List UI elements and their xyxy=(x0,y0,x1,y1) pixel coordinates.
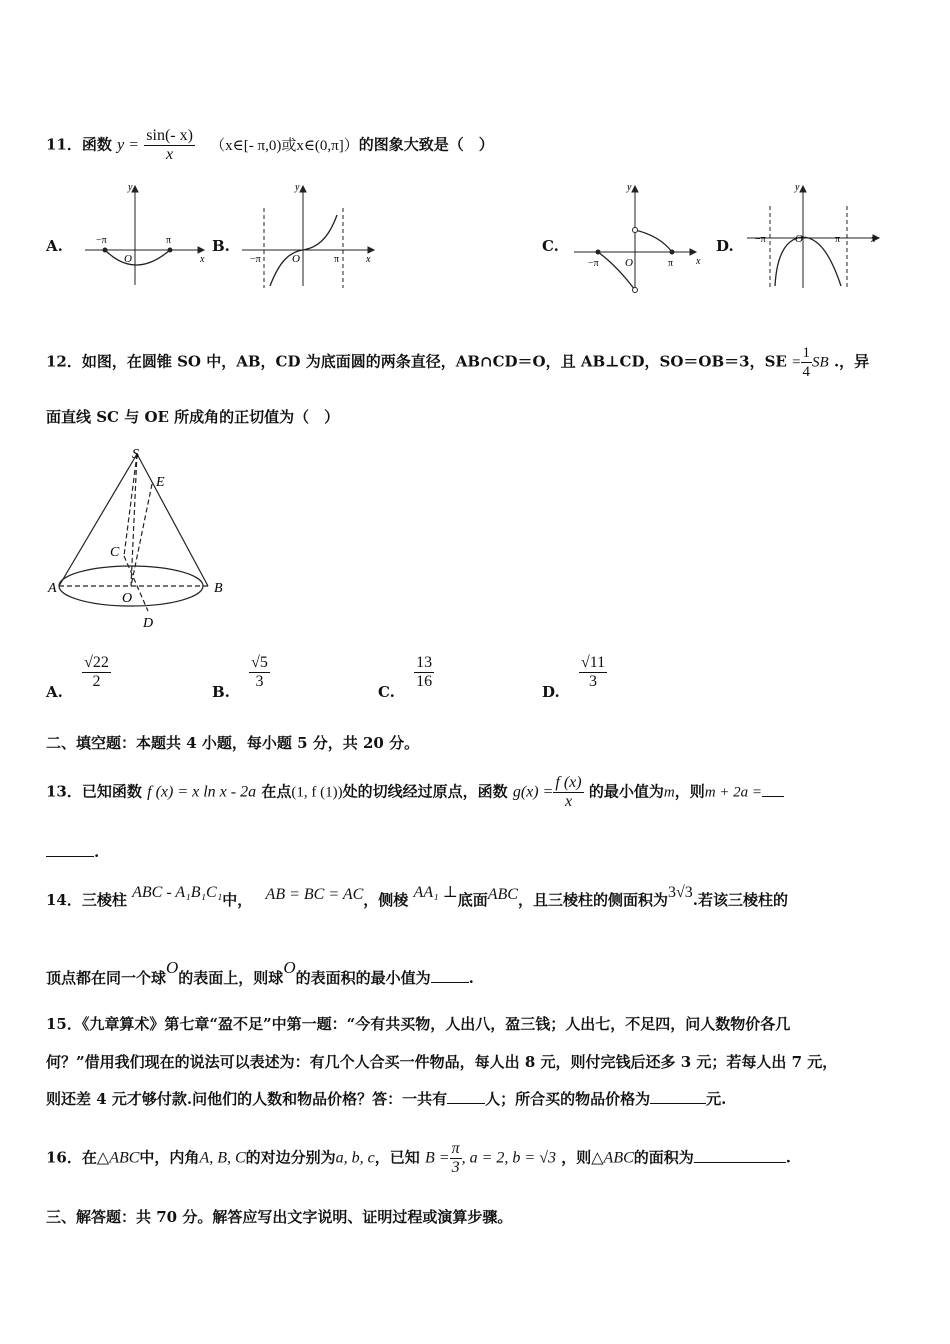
q14-blank[interactable] xyxy=(431,982,469,983)
q13-mid2: 处的切线经过原点，函数 xyxy=(342,782,508,801)
section-2-heading: 二、填空题：本题共 4 小题，每小题 5 分，共 20 分。 xyxy=(46,734,420,752)
q14-line2-pre: 顶点都在同一个球 xyxy=(46,969,167,987)
q11-a-y: y xyxy=(128,182,133,193)
q11-graph-b xyxy=(240,180,380,290)
q14-sphere-o-1: O xyxy=(166,958,179,977)
q11-a-neg-pi: −π xyxy=(96,235,107,246)
q16-blank[interactable] xyxy=(694,1162,786,1163)
q12-option-c-num: 13 xyxy=(416,654,433,671)
q14-end: . xyxy=(468,969,474,987)
q12-option-c-label: C. xyxy=(378,682,395,701)
q11-b-pi: π xyxy=(334,254,340,265)
q14-mid2: ，侧棱 xyxy=(363,891,409,909)
q14-post: .若该三棱柱的 xyxy=(692,891,788,909)
q12-option-a xyxy=(46,654,111,701)
q12-option-d xyxy=(542,654,607,701)
q11-domain: （x∈[- π,0)或x∈(0,π]） xyxy=(210,137,359,154)
q14-sphere-o-2: O xyxy=(283,958,296,977)
q12-se-den: 4 xyxy=(802,364,811,380)
q12-label-o: O xyxy=(122,591,133,606)
q12-option-a-num: √22 xyxy=(84,654,109,671)
q11-number: 11． xyxy=(46,135,82,154)
q13-post2: ，则 xyxy=(674,782,705,801)
q11-b-x: x xyxy=(366,254,371,265)
q15-line3 xyxy=(46,1089,726,1109)
q11-b-y: y xyxy=(295,182,300,193)
q13-f: f (x) = x ln x - 2a xyxy=(147,783,257,801)
q11-a-origin: O xyxy=(124,253,132,265)
q11-b-neg-pi: −π xyxy=(250,254,261,265)
q12-label-c: C xyxy=(110,545,120,560)
q16-post: ，则 xyxy=(561,1148,592,1167)
q11-option-c-label: C. xyxy=(542,237,559,255)
q12-se-num: 1 xyxy=(802,345,811,361)
q13-point: (1, f (1)) xyxy=(291,784,343,801)
q11-c-origin: O xyxy=(625,257,633,269)
q12-option-a-label: A. xyxy=(46,682,63,701)
q11-graph-a xyxy=(80,180,210,290)
q16-end: . xyxy=(785,1148,792,1167)
q12-label-a: A xyxy=(48,581,57,596)
q12-option-c-den: 16 xyxy=(416,673,433,690)
q12-line1 xyxy=(46,344,869,381)
q14-mid3: 底面 xyxy=(457,891,488,909)
q13-number: 13． xyxy=(46,782,82,801)
q11-a-x: x xyxy=(200,254,205,265)
q11-post: 的图象大致是（ ） xyxy=(358,135,494,154)
q11-formula-fraction xyxy=(144,127,195,164)
q16-mid: 中，内角 xyxy=(139,1148,200,1167)
q14-aa1: AA₁ ⊥ xyxy=(413,884,458,901)
q16-rest: , a = 2, b = √3 xyxy=(461,1149,556,1167)
q14-line2-mid: 的表面上，则球 xyxy=(178,969,284,987)
q16-tri2: △ABC xyxy=(591,1149,634,1167)
q11-pre: 函数 xyxy=(81,135,112,154)
q11-d-pi: π xyxy=(835,234,841,245)
q14-area: 3√3 xyxy=(667,884,693,901)
q12-option-c xyxy=(378,654,434,701)
section-3-heading: 三、解答题：共 70 分。解答应写出文字说明、证明过程或演算步骤。 xyxy=(46,1208,513,1226)
q11-d-x: x xyxy=(871,234,876,245)
q15-blank-price[interactable] xyxy=(650,1103,706,1104)
q13-end: . xyxy=(94,843,100,861)
q11-option-a-label: A. xyxy=(46,237,63,255)
q11-a-pi: π xyxy=(166,235,172,246)
q13-pre: 已知函数 xyxy=(81,782,142,801)
q13-blank-1[interactable] xyxy=(762,796,784,797)
q12-se-tail: SB xyxy=(812,354,829,371)
q16-mid2: 的对边分别为 xyxy=(245,1148,336,1167)
q16-post2: 的面积为 xyxy=(633,1148,694,1167)
q11-c-pi: π xyxy=(668,258,674,269)
q15-line3-mid: 人；所合买的物品价格为 xyxy=(485,1090,651,1108)
q16-mid3: ，已知 xyxy=(374,1148,420,1167)
q12-option-d-num: √11 xyxy=(580,654,606,671)
q11-b-origin: O xyxy=(292,253,300,265)
q11-formula-lhs: y = xyxy=(117,136,140,154)
q15-line3-end: 元. xyxy=(706,1090,727,1108)
q12-option-b-den: 3 xyxy=(255,673,264,690)
q16-b-lhs: B = xyxy=(425,1149,450,1167)
q16-number: 16． xyxy=(46,1148,82,1167)
q11-c-x: x xyxy=(696,256,701,267)
q13-g-den: x xyxy=(564,793,573,810)
q13-mid: 在点 xyxy=(261,782,292,801)
q12-se-eq: = xyxy=(792,354,801,371)
q12-label-s: S xyxy=(132,447,139,462)
q11-c-y: y xyxy=(627,182,632,193)
q14-stem xyxy=(46,884,788,911)
q14-line2-post: 的表面积的最小值为 xyxy=(295,969,431,987)
q11-graph-c xyxy=(572,180,712,295)
q13-g-num: f (x) xyxy=(555,774,582,791)
q11-formula-den: x xyxy=(166,146,174,163)
q14-abc: ABC xyxy=(487,886,518,903)
q11-d-y: y xyxy=(795,182,800,193)
q12-option-d-label: D. xyxy=(542,682,560,701)
q15-blank-people[interactable] xyxy=(447,1103,485,1104)
q14-eq: AB = BC = AC xyxy=(265,886,364,903)
q12-line1-text: 12．如图，在圆锥 SO 中，AB，CD 为底面圆的两条直径，AB∩CD＝O，且 AB⊥CD，SO＝OB＝3，SE xyxy=(46,352,787,371)
q16-stem xyxy=(46,1140,791,1177)
q16-angles: A, B, C xyxy=(199,1149,246,1167)
q15-line3-pre: 则还差 4 元才够付款.问他们的人数和物品价格？答：一共有 xyxy=(46,1090,448,1108)
q12-label-d: D xyxy=(143,616,154,631)
q12-option-b-label: B. xyxy=(212,682,230,701)
q11-formula-num: sin(- x) xyxy=(146,127,193,144)
q11-graph-d xyxy=(745,180,885,292)
q13-g-lhs: g(x) = xyxy=(512,783,554,801)
q14-line2 xyxy=(46,958,474,988)
q16-pre: 在 xyxy=(81,1148,97,1167)
q11-c-neg-pi: −π xyxy=(588,258,599,269)
q12-option-d-den: 3 xyxy=(589,673,598,690)
q14-prism: ABC - A₁B₁C₁ xyxy=(132,884,223,901)
q12-label-e: E xyxy=(156,475,165,490)
q12-line1-end: .，异 xyxy=(833,352,870,371)
q14-mid4: ，且三棱柱的侧面积为 xyxy=(517,891,668,909)
q13-expr: m + 2a = xyxy=(704,784,763,801)
q16-b-num: π xyxy=(451,1140,460,1157)
q13-blank-2[interactable] xyxy=(46,856,94,857)
q15-line2: 何？”借用我们现在的说法可以表述为：有几个人合买一件物品，每人出 8 元，则付完钱后还多 3 元；若每人出 7 元， xyxy=(46,1053,838,1071)
q12-option-b xyxy=(212,654,270,701)
q12-cone-figure xyxy=(48,446,238,632)
q12-option-b-num: √5 xyxy=(251,654,268,671)
q14-pre: 三棱柱 xyxy=(81,891,127,909)
q14-mid: 中， xyxy=(222,891,253,909)
q15-line1: 15．《九章算术》第七章“盈不足”中第一题：“今有共买物，人出八，盈三钱；人出七，不足四，问人数物价各几 xyxy=(46,1015,791,1033)
q16-b-den: 3 xyxy=(451,1159,460,1176)
q13-post: 的最小值为 xyxy=(588,782,664,801)
q11-stem xyxy=(46,127,494,164)
q11-option-d-label: D. xyxy=(716,237,734,255)
q13-stem xyxy=(46,774,784,811)
q12-se-fraction xyxy=(801,344,813,381)
q11-option-b-label: B. xyxy=(212,237,230,255)
q16-tri: △ABC xyxy=(96,1149,140,1167)
q16-sides: a, b, c xyxy=(335,1149,375,1167)
q11-d-neg-pi: −π xyxy=(755,234,766,245)
q14-number: 14． xyxy=(46,891,82,909)
q11-d-origin: O xyxy=(795,233,803,245)
q12-option-a-den: 2 xyxy=(92,673,101,690)
q12-label-b: B xyxy=(214,581,223,596)
q13-m: m xyxy=(663,784,675,801)
q12-line2: 面直线 SC 与 OE 所成角的正切值为（ ） xyxy=(46,408,340,426)
q13-line2 xyxy=(46,842,99,862)
